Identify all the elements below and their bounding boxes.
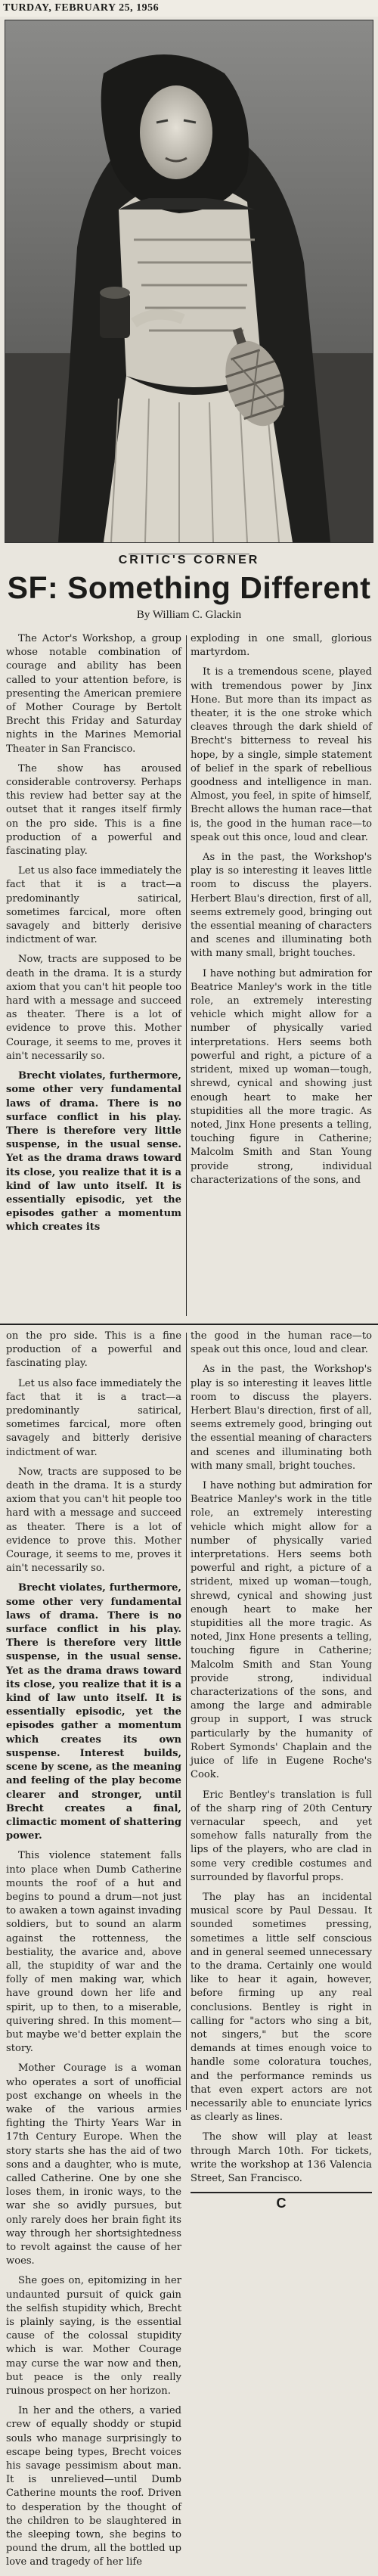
paragraph: In her and the others, a varied crew of equally shoddy or stupid souls who manage surprisingly to escape being types, Brecht voices his savage pessimism about man. It is unrelieved—until Dumb Catherine mounts the roof. Driven to desperation by the thought of the children to be slaughtered in the sleeping town, she begins to pound the drum, all the bottled up love and tragedy of her life <box>6 2405 181 2568</box>
paragraph: the good in the human race—to speak out this once, loud and clear. <box>191 1330 372 1356</box>
column-b <box>191 632 372 1321</box>
paragraph: Let us also face immediately the fact that it is a tract—a predominantly satirical, sometimes farcical, more often savagely and bitterly derisive indictment of war. <box>6 865 181 946</box>
column-kicker: CRITIC'S CORNER <box>118 554 260 566</box>
dateline: TURDAY, FEBRUARY 25, 1956 <box>0 0 378 17</box>
paragraph: The play has an incidental musical score by Paul Dessau. It sounded sometimes pressing, sometimes a little self conscious and in general seemed unnecessary to the drama. Certainly one would like to hear it again, however, before firming up any real conclusions. Bentley is right in calling for "actors who sing a bit, not singers," but the score demands at times enough voice to handle some coloratura touches, and the performance reminds us that even expert actors are not necessarily able to enunciate lyrics as clearly as lines. <box>191 1891 372 2124</box>
article-header <box>0 552 378 623</box>
paragraph: Brecht violates, furthermore, some other very fundamental laws of drama. There is no surface conflict in his play. There is therefore very little suspense, in the usual sense. Yet as the drama draws toward its close, you realize that it is a kind of law unto itself. It is essentially episodic, yet the episodes gather a momentum which creates its own suspense. Interest builds, scene by scene, as the meaning and feeling of the play become clearer and stronger, until Brecht creates a final, climactic moment of shattering power. <box>6 1582 181 1842</box>
paragraph: I have nothing but admiration for Beatrice Manley's work in the title role, an extremely interesting vehicle which might allow for a number of physically varied interpretations. Hers seems both powerful and right, a picture of a strident, mixed up woman—tough, shrewd, cynical and showing just enough heart to make her stupidities all the more tragic. As noted, Jinx Hone presents a telling, touching figure in Catherine; Malcolm Smith and Stan Young provide strong, individual characterizations of the sons, and among the large and admirable group in support, I was struck particularly by the humanity of Robert Symonds' Chaplain and the juice of life in Eugene Roche's Cook. <box>191 1480 372 1781</box>
paragraph: The Actor's Workshop, a group whose notable combination of courage and ability has been called to your attention before, is presenting the American premiere of Mother Courage by Bertolt Brecht this Friday and Saturday nights in the Marines Memorial Theater in San Francisco. <box>6 633 181 755</box>
paragraph: Eric Bentley's translation is full of the sharp ring of 20th Century vernacular speech, and yet somehow falls naturally from the lips of the players, who are clad in some very credible costumes and surrounded by flavorful props. <box>191 1789 372 1883</box>
next-column-kicker-fragment: C <box>191 2192 372 2210</box>
column-d <box>191 1330 372 2211</box>
column-c <box>6 1330 181 2568</box>
column-a <box>6 632 181 1321</box>
paragraph: As in the past, the Workshop's play is so interesting it leaves little room to discuss the players. Herbert Blau's direction, first of all, seems extremely good, bringing out the essential meaning of characters and scenes and illuminating both with many small, bright touches. <box>191 852 372 960</box>
clipping-seam <box>0 1324 378 1325</box>
paragraph: Now, tracts are supposed to be death in the drama. It is a sturdy axiom that you can't hit people too hard with a message and succeed as theater. There is a lot of evidence to prove this. Mother Courage, it seems to me, proves it ain't necessarily so. <box>6 954 181 1062</box>
paragraph: The show will play at least through March 10th. For tickets, write the workshop at 136 Valencia Street, San Francisco. <box>191 2131 372 2184</box>
photo-illustration <box>5 20 373 542</box>
paragraph: on the pro side. This is a fine production of a powerful and fascinating play. <box>6 1330 181 1370</box>
paragraph: Let us also face immediately the fact that it is a tract—a predominantly satirical, sometimes farcical, more often savagely and bitterly derisive indictment of war. <box>6 1377 181 1458</box>
paragraph: Now, tracts are supposed to be death in the drama. It is a sturdy axiom that you can't hit people too hard with a message and succeed as theater. There is a lot of evidence to prove this. Mother Courage, it seems to me, proves it ain't necessarily so. <box>6 1466 181 1575</box>
paragraph: Mother Courage is a woman who operates a sort of unofficial post exchange on wheels in the wake of the various armies fighting the Thirty Years War in 17th Century Europe. When the story starts she has the aid of two sons and a daughter, who is mute, called Catherine. One by one she loses them, in ironic ways, to the war she so avidly pursues, but only rarely does her brain fight its way through her shortsightedness to revolt against the cause of her woes. <box>6 2062 181 2267</box>
paragraph: exploding in one small, glorious martyrdom. <box>191 633 372 659</box>
byline: By William C. Glackin <box>136 609 242 621</box>
paragraph: The show has aroused considerable controversy. Perhaps this review had better say at the outset that it ranges itself firmly on the pro side. This is a fine production of a powerful and fascinating play. <box>6 762 181 858</box>
headline: SF: Something Different <box>7 570 371 605</box>
paragraph: This violence statement falls into place when Dumb Catherine mounts the roof of a hut and begins to pound a drum—not just to awaken a town against invading soldiers, but to sound an alarm against the rottenness, the bestiality, the avarice and, above all, the stupidity of war and the folly of men making war, which have ground down her life and spirit, up to then, to a miserable, quivering shred. In this moment—but maybe we'd better explain the story. <box>6 1850 181 2055</box>
paragraph: She goes on, epitomizing in her undaunted pursuit of quick gain the selfish stupidity which, Brecht is plainly saying, is the essential cause of the colossal stupidity which is war. Mother Courage may curse the war now and then, but peace is the only really ruinous prospect on her horizon. <box>6 2275 181 2398</box>
paragraph: As in the past, the Workshop's play is so interesting it leaves little room to discuss the players. Herbert Blau's direction, first of all, seems extremely good, bringing out the essential meaning of characters and scenes and illuminating both with many small, bright touches. <box>191 1364 372 1472</box>
paragraph: I have nothing but admiration for Beatrice Manley's work in the title role, an extremely interesting vehicle which might allow for a number of physically varied interpretations. Hers seems both powerful and right, a picture of a strident, mixed up woman—tough, shrewd, cynical and showing just enough heart to make her stupidities all the more tragic. As noted, Jinx Hone presents a telling, touching figure in Catherine; Malcolm Smith and Stan Young provide strong, individual characterizations of the sons, and <box>191 967 372 1186</box>
performer-photo <box>5 20 373 543</box>
paragraph: Brecht violates, furthermore, some other very fundamental laws of drama. There is no surface conflict in his play. There is therefore very little suspense, in the usual sense. Yet as the drama draws toward its close, you realize that it is a kind of law unto itself. It is essentially episodic, yet the episodes gather a momentum which creates its <box>6 1070 181 1234</box>
column-rule <box>186 635 187 1316</box>
paragraph: It is a tremendous scene, played with tremendous power by Jinx Hone. But more than its impact as theater, it is the one stroke which cleaves through the dark shield of Brecht's bitterness to reveal his hope, by a single, simple statement of belief in the spark of rebellious goodness and intelligence in man. Almost, you feel, in spite of himself, Brecht allows the human race—that is, the good in the human race—to speak out this once, loud and clear. <box>191 666 372 843</box>
column-rule <box>186 1333 187 2110</box>
